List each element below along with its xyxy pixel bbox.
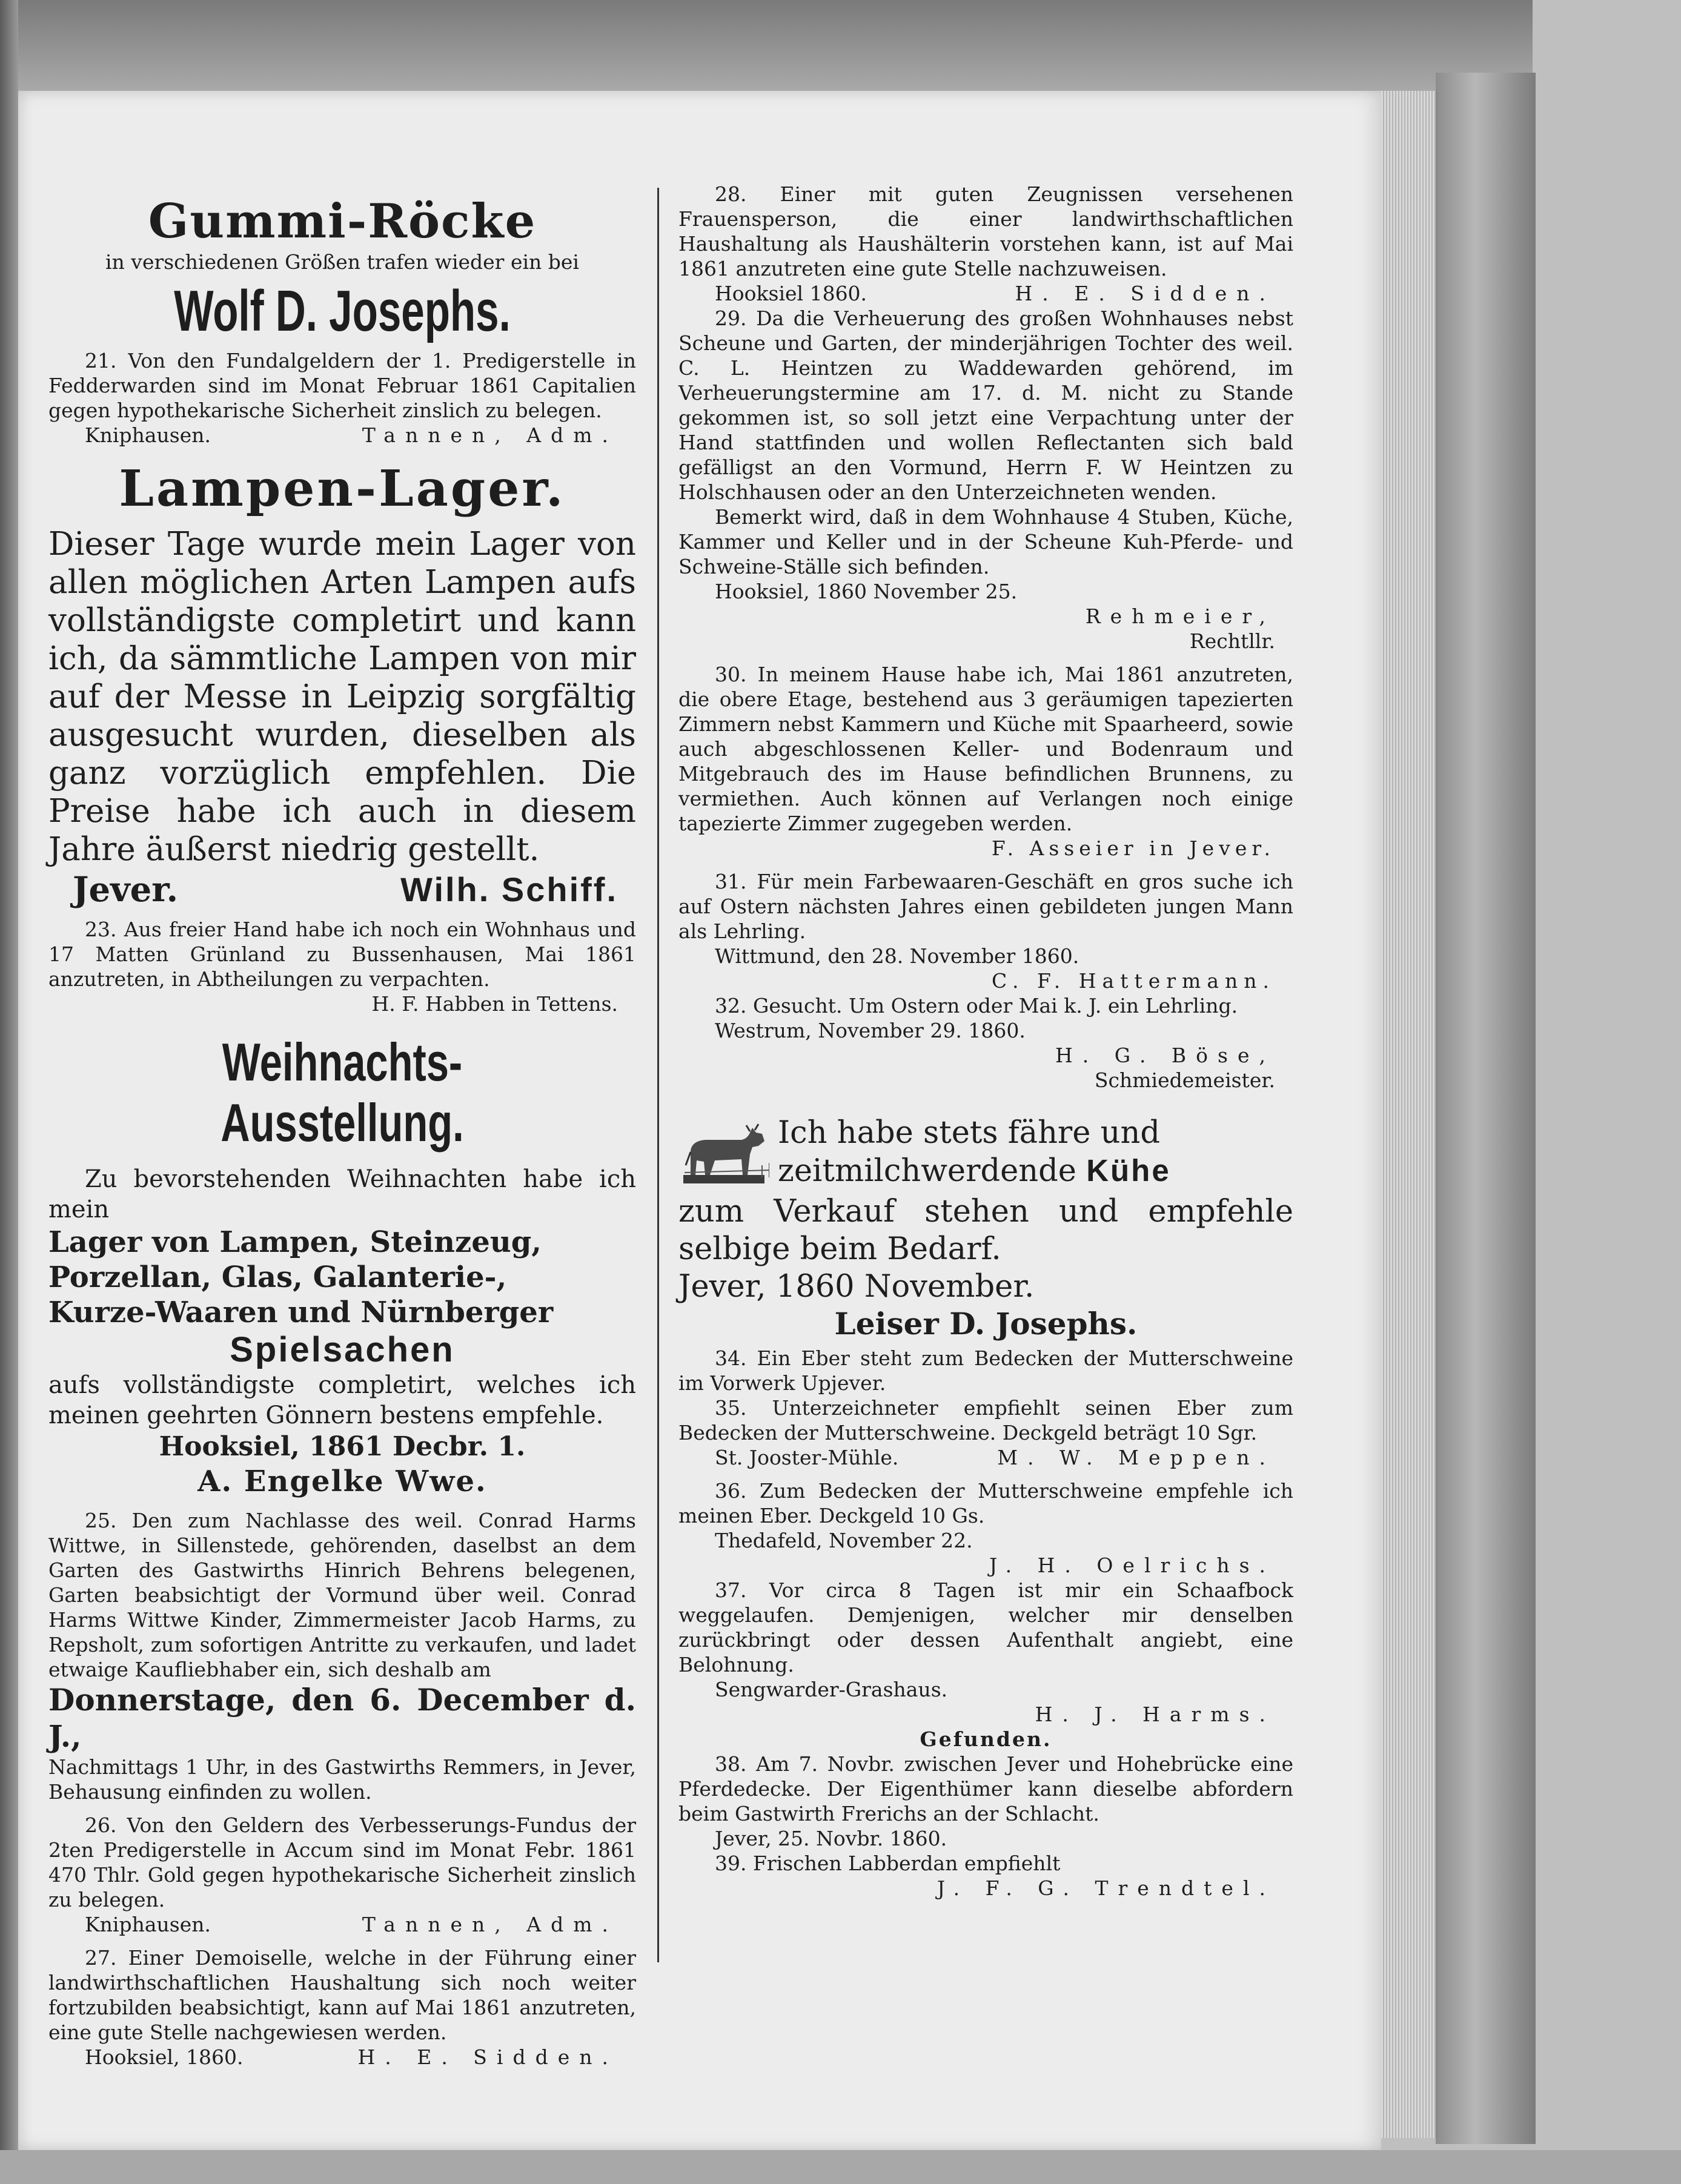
notice-37-text: 37. Vor circa 8 Tagen ist mir ein Schaafbock weggelaufen. Demjenigen, welcher mir denselben zurückbringt oder dessen Aufenthalt angiebt, eine Belohnung. (678, 1578, 1293, 1676)
ad-kuehe-firm: Leiser D. Josephs. (834, 1306, 1138, 1342)
notice-29-signer: Rehmeier, (1085, 604, 1275, 628)
notice-35-signer: M. W. Meppen. (997, 1446, 1275, 1469)
ad-weih-line-3: Kurze-Waaren und Nürnberger (48, 1296, 554, 1329)
notice-21-text: 21. Von den Fundalgeldern der 1. Predigerstelle in Fedderwarden sind im Monat Februar 1861 Capitalien gegen hypothekarische Sicherheit zinslich zu belegen. (48, 349, 636, 422)
ad-kuehe-intro-text: Ich habe stets fähre und zeitmilchwerdende (778, 1115, 1161, 1189)
notice-25-date: Donnerstage, den 6. December d. J., (48, 1682, 636, 1754)
notice-26-place: Kniphausen. (85, 1913, 211, 1936)
ad-kuehe-intro (778, 1114, 1293, 1193)
notice-26-signer: Tannen, Adm. (362, 1913, 618, 1936)
notice-37-signer: H. J. Harms. (1035, 1703, 1275, 1726)
ad-weih-line-2: Porzellan, Glas, Galanterie-, (48, 1260, 507, 1294)
notice-32-place: Westrum, November 29. 1860. (715, 1019, 1026, 1042)
notice-29-note: Bemerkt wird, daß in dem Wohnhause 4 Stuben, Küche, Kammer und Keller und in der Scheune Kuh-Pferde- und Schweine-Ställe sich befinden. (678, 505, 1293, 578)
notice-27-signature (48, 2045, 636, 2070)
ad-weih-goods (48, 1225, 636, 1330)
ad-lampen-body: Dieser Tage wurde mein Lager von allen möglichen Arten Lampen aufs vollständigste completirt und kann ich, da sämmtliche Lampen von mir auf der Messe in Leipzig sorgfältig ausgesucht wurden, dieselben als ganz vorzüglich empfehlen. Die Preise habe ich auch in diesem Jahre äußerst niedrig gestellt. (48, 526, 636, 868)
book-spine (0, 0, 18, 2184)
ad-firm-wolf-josephs: Wolf D. Josephs. (174, 279, 511, 343)
notice-26-signature (48, 1912, 636, 1937)
notice-27-signer: H. E. Sidden. (357, 2045, 618, 2069)
notice-29-text: 29. Da die Verheuerung des großen Wohnhauses nebst Scheune und Garten, der minderjährigen Tochter des weil. C. L. Heintzen zu Waddewarden gehörend, im Verheuerungstermine am 17. d. M. nicht zu Stande gekommen ist, so soll jetzt eine Verpachtung unter der Hand stattfinden und wollen Reflectanten sich bald gefälligst an den Vormund, Herrn F. W Heintzen zu Holschhausen oder an den Unterzeichneten wenden. (678, 306, 1293, 504)
ad-weih-firm: A. Engelke Wwe. (197, 1464, 487, 1498)
notice-32-signer: H. G. Böse, (1055, 1044, 1275, 1067)
book-cover-top (18, 0, 1533, 91)
notice-25-rest: Nachmittags 1 Uhr, in des Gastwirths Remmers, in Jever, Behausung einfinden zu wollen. (48, 1755, 636, 1804)
cow-illustration (678, 1114, 769, 1193)
notice-25-text: 25. Den zum Nachlasse des weil. Conrad Harms Wittwe, in Sillenstede, gehörenden, daselbst an dem Garten des Gastwirths Hinrich Behrens belegenen, Garten beabsichtigt der Vormund über weil. Conrad Harms Wittwe Kinder, Zimmermeister Jacob Harms, zu Repsholt, zum sofortigen Antritte zu verkaufen, und ladet etwaige Kaufliebhaber ein, sich deshalb am (48, 1509, 636, 1681)
ad-weih-spielsachen: Spielsachen (230, 1330, 455, 1369)
left-column (48, 182, 636, 2070)
notice-39-text: 39. Frischen Labberdan empfiehlt (715, 1851, 1061, 1875)
ad-gummi-subtitle: in verschiedenen Größen trafen wieder ein bei (105, 250, 579, 274)
ad-weih-intro: Zu bevorstehenden Weihnachten habe ich mein (48, 1165, 636, 1223)
notice-28-place: Hooksiel 1860. (715, 282, 867, 305)
notice-29-title: Rechtllr. (1189, 629, 1275, 653)
ad-lampen-place: Jever. (73, 870, 179, 910)
notice-21-place: Kniphausen. (85, 423, 211, 447)
notice-38-place: Jever, 25. Novbr. 1860. (715, 1827, 947, 1850)
notice-37-place: Sengwarder-Grashaus. (715, 1678, 948, 1701)
notice-23-signer: H. F. Habben in Tettens. (371, 992, 618, 1016)
column-divider (657, 188, 659, 1962)
right-column (678, 182, 1293, 1901)
notice-36-signer: J. H. Oelrichs. (989, 1554, 1275, 1577)
notice-26-text: 26. Von den Geldern des Verbesserungs-Fundus der 2ten Predigerstelle in Accum sind im Monat Febr. 1861 470 Thlr. Gold gegen hypothekarische Sicherheit zinslich zu belegen. (48, 1813, 636, 1911)
notice-21-signer: Tannen, Adm. (362, 423, 618, 447)
page-edges (1381, 91, 1438, 2138)
ad-kuehe-keyword: Kühe (1086, 1153, 1171, 1188)
notice-23-text: 23. Aus freier Hand habe ich noch ein Wohnhaus und 17 Matten Grünland zu Bussenhausen, Mai 1861 anzutreten, in Abtheilungen zu verpachten. (48, 918, 636, 991)
notice-27-text: 27. Einer Demoiselle, welche in der Führung einer landwirthschaftlichen Haushaltung sich noch weiter fortzubilden beabsichtigt, kann auf Mai 1861 anzutreten, eine gute Stelle nachgewiesen werden. (48, 1946, 636, 2044)
ad-kuehe (678, 1114, 1293, 1193)
ad-title-lampen: Lampen-Lager. (119, 460, 566, 518)
heading-gefunden: Gefunden. (920, 1727, 1052, 1751)
notice-30-text: 30. In meinem Hause habe ich, Mai 1861 anzutreten, die obere Etage, bestehend aus 3 geräumigen tapezierten Zimmern nebst Kammern und Küche mit Spaarheerd, sowie auch abgeschlossenen Keller- und Bodenraum und Mitgebrauch des im Hause befindlichen Brunnens, zu vermiethen. Auch können auf Verlangen noch einige tapezierte Zimmer zugegeben werden. (678, 663, 1293, 835)
notice-38-text: 38. Am 7. Novbr. zwischen Jever und Hohebrücke eine Pferdedecke. Der Eigenthümer kann dieselbe abfordern beim Gastwirth Frerichs an der Schlacht. (678, 1752, 1293, 1825)
ad-weih-rest: aufs vollständigste completirt, welches ich meinen geehrten Gönnern bestens empfehle. (48, 1371, 636, 1429)
ad-kuehe-rest: zum Verkauf stehen und empfehle selbige beim Bedarf. (678, 1194, 1293, 1267)
book-cover-edge (1436, 73, 1536, 2144)
notice-28-signer: H. E. Sidden. (1015, 282, 1275, 305)
notice-35-signature (678, 1445, 1293, 1470)
notice-36-place: Thedafeld, November 22. (715, 1529, 973, 1552)
notice-32-title: Schmiedemeister. (1094, 1068, 1275, 1092)
ad-lampen-firm: Wilh. Schiff. (400, 870, 618, 908)
notice-35-place: St. Jooster-Mühle. (715, 1446, 899, 1469)
ad-title-weihnachts: Weihnachts-Ausstellung. (220, 1032, 464, 1153)
ad-kuehe-date: Jever, 1860 November. (678, 1269, 1035, 1305)
ad-weih-line-1: Lager von Lampen, Steinzeug, (48, 1225, 542, 1259)
notice-34-text: 34. Ein Eber steht zum Bedecken der Mutterschweine im Vorwerk Upjever. (678, 1346, 1293, 1395)
notice-30-signer: F. Asseier in Jever. (991, 836, 1275, 860)
notice-31-place: Wittmund, den 28. November 1860. (715, 944, 1079, 968)
notice-31-signer: C. F. Hattermann. (991, 969, 1275, 993)
notice-31-text: 31. Für mein Farbewaaren-Geschäft en gros suche ich auf Ostern nächsten Jahres einen gebildeten jungen Mann als Lehrling. (678, 870, 1293, 943)
notice-29-place: Hooksiel, 1860 November 25. (715, 580, 1018, 603)
notice-21-signature (48, 423, 636, 448)
notice-27-place: Hooksiel, 1860. (85, 2045, 244, 2069)
ad-lampen-signature (48, 869, 636, 911)
notice-36-text: 36. Zum Bedecken der Mutterschweine empfehle ich meinen Eber. Deckgeld 10 Gs. (678, 1479, 1293, 1527)
notice-35-text: 35. Unterzeichneter empfiehlt seinen Eber zum Bedecken der Mutterschweine. Deckgeld beträgt 10 Sgr. (678, 1396, 1293, 1444)
notice-28-signature (678, 281, 1293, 306)
ad-weih-date: Hooksiel, 1861 Decbr. 1. (159, 1431, 526, 1462)
notice-28-text: 28. Einer mit guten Zeugnissen versehenen Frauensperson, die einer landwirthschaftlichen Haushaltung als Haushälterin vorstehen kann, ist auf Mai 1861 anzutreten eine gute Stelle nachzuweisen. (678, 182, 1293, 280)
notice-39-signer: J. F. G. Trendtel. (937, 1876, 1275, 1900)
ad-title-gummi: Gummi-Röcke (148, 194, 537, 249)
notice-32-text: 32. Gesucht. Um Ostern oder Mai k. J. ein Lehrling. (715, 994, 1238, 1018)
background-surface (0, 2150, 1681, 2184)
